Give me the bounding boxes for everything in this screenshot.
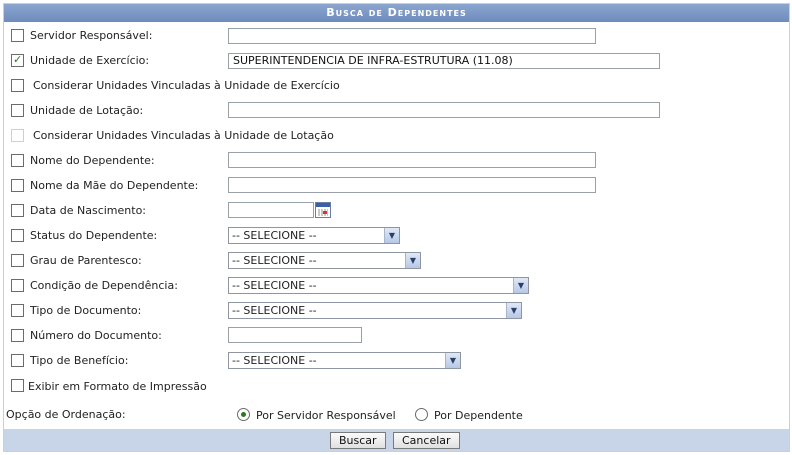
nome-mae-checkbox[interactable] bbox=[11, 179, 24, 192]
unidade-exercicio-label: Unidade de Exercício: bbox=[30, 54, 150, 67]
unidade-lotacao-checkbox[interactable] bbox=[11, 104, 24, 117]
formato-impressao-checkbox[interactable] bbox=[11, 379, 24, 392]
nome-mae-label: Nome da Mãe do Dependente: bbox=[30, 179, 199, 192]
tipo-beneficio-checkbox[interactable] bbox=[11, 354, 24, 367]
ordenacao-radio-servidor[interactable] bbox=[237, 408, 250, 421]
buscar-button[interactable]: Buscar bbox=[330, 432, 386, 449]
unidade-lotacao-label: Unidade de Lotação: bbox=[30, 104, 144, 117]
chevron-down-icon: ▼ bbox=[513, 278, 528, 293]
nome-dependente-input[interactable] bbox=[228, 152, 596, 168]
ordenacao-option-servidor: Por Servidor Responsável bbox=[256, 409, 396, 422]
servidor-input[interactable] bbox=[228, 28, 596, 44]
ordenacao-radio-dependente[interactable] bbox=[415, 408, 428, 421]
grau-selected: -- SELECIONE -- bbox=[232, 254, 317, 267]
tipo-documento-label: Tipo de Documento: bbox=[30, 304, 142, 317]
servidor-label: Servidor Responsável: bbox=[30, 29, 153, 42]
tipo-documento-select[interactable] bbox=[228, 302, 522, 319]
condicao-selected: -- SELECIONE -- bbox=[232, 279, 317, 292]
grau-select[interactable] bbox=[228, 252, 421, 269]
checkmark-icon: ✓ bbox=[13, 53, 23, 66]
chevron-down-icon: ▼ bbox=[405, 253, 420, 268]
unidade-exercicio-input[interactable]: SUPERINTENDENCIA DE INFRA-ESTRUTURA (11.08) bbox=[228, 53, 660, 69]
data-nascimento-input[interactable] bbox=[228, 202, 314, 218]
status-label: Status do Dependente: bbox=[30, 229, 158, 242]
vinculadas-exercicio-label: Considerar Unidades Vinculadas à Unidade de Exercício bbox=[33, 79, 340, 92]
condicao-checkbox[interactable] bbox=[11, 279, 24, 292]
condicao-select[interactable] bbox=[228, 277, 529, 294]
data-nascimento-checkbox[interactable] bbox=[11, 204, 24, 217]
ordenacao-option-dependente: Por Dependente bbox=[434, 409, 523, 422]
tipo-beneficio-select[interactable] bbox=[228, 352, 461, 369]
form-title: Busca de Dependentes bbox=[4, 4, 789, 22]
numero-documento-checkbox[interactable] bbox=[11, 329, 24, 342]
tipo-documento-checkbox[interactable] bbox=[11, 304, 24, 317]
tipo-documento-selected: -- SELECIONE -- bbox=[232, 304, 317, 317]
numero-documento-label: Número do Documento: bbox=[30, 329, 162, 342]
tipo-beneficio-selected: -- SELECIONE -- bbox=[232, 354, 317, 367]
numero-documento-input[interactable] bbox=[228, 327, 362, 343]
condicao-label: Condição de Dependência: bbox=[30, 279, 178, 292]
status-select[interactable] bbox=[228, 227, 400, 244]
cancelar-button[interactable]: Cancelar bbox=[393, 432, 460, 449]
chevron-down-icon: ▼ bbox=[445, 353, 460, 368]
nome-dependente-checkbox[interactable] bbox=[11, 154, 24, 167]
formato-impressao-label: Exibir em Formato de Impressão bbox=[28, 380, 207, 393]
nome-dependente-label: Nome do Dependente: bbox=[30, 154, 155, 167]
grau-label: Grau de Parentesco: bbox=[30, 254, 142, 267]
unidade-exercicio-checkbox[interactable] bbox=[11, 54, 24, 67]
servidor-checkbox[interactable] bbox=[11, 29, 24, 42]
status-checkbox[interactable] bbox=[11, 229, 24, 242]
vinculadas-lotacao-checkbox[interactable] bbox=[11, 129, 24, 142]
vinculadas-lotacao-label: Considerar Unidades Vinculadas à Unidade de Lotação bbox=[33, 129, 334, 142]
calendar-icon[interactable] bbox=[315, 202, 331, 218]
chevron-down-icon: ▼ bbox=[384, 228, 399, 243]
tipo-beneficio-label: Tipo de Benefício: bbox=[30, 354, 129, 367]
status-selected: -- SELECIONE -- bbox=[232, 229, 317, 242]
vinculadas-exercicio-checkbox[interactable] bbox=[11, 79, 24, 92]
data-nascimento-label: Data de Nascimento: bbox=[30, 204, 147, 217]
search-form-panel bbox=[3, 3, 790, 452]
form-footer bbox=[4, 429, 789, 451]
nome-mae-input[interactable] bbox=[228, 177, 596, 193]
chevron-down-icon: ▼ bbox=[506, 303, 521, 318]
ordenacao-label: Opção de Ordenação: bbox=[6, 408, 126, 421]
grau-checkbox[interactable] bbox=[11, 254, 24, 267]
unidade-lotacao-input[interactable] bbox=[228, 102, 660, 118]
